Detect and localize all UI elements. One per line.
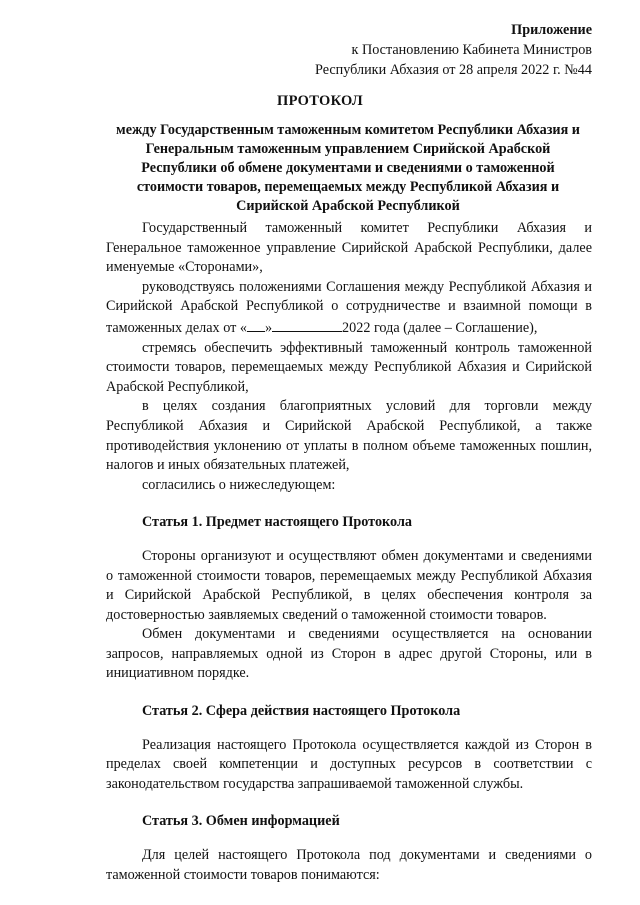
- date-month-blank: [272, 317, 342, 332]
- article-1-heading: Статья 1. Предмет настоящего Протокола: [142, 514, 413, 531]
- preamble-p2-start: руководствуясь положениями Соглашения между Республикой Абхазия и Сирийской Арабской Республикой о сотрудничестве и взаимной помощи в таможенных делах от «: [106, 278, 592, 336]
- article-1-paragraph-2: Обмен документами и сведениями осуществляется на основании запросов, направляемых одной из Сторон в адрес другой Стороны, или в инициативном порядке.: [106, 626, 592, 682]
- article-2-paragraph-1: Реализация настоящего Протокола осуществляется каждой из Сторон в пределах своей компетенции и доступных ресурсов в соответствии с законодательством государства запрашиваемой таможенной службы.: [106, 736, 592, 792]
- article-2-heading: Статья 2. Сфера действия настоящего Протокола: [142, 703, 461, 720]
- appendix-line-2: Республики Абхазия от 28 апреля 2022 г. №44: [315, 62, 592, 78]
- preamble-p2-end: 2022 года (далее – Соглашение),: [342, 319, 538, 336]
- appendix-line-1: к Постановлению Кабинета Министров: [351, 42, 592, 58]
- preamble-paragraph-5: согласились о нижеследующем:: [142, 476, 336, 493]
- appendix-label: Приложение: [511, 22, 592, 38]
- preamble-paragraph-1: Государственный таможенный комитет Республики Абхазия и Генеральное таможенное управление Сирийской Арабской Республики, далее именуемые «Сторонами»,: [106, 220, 592, 276]
- article-3-paragraph-1: Для целей настоящего Протокола под документами и сведениями о таможенной стоимости товаров понимаются:: [106, 847, 592, 883]
- date-day-blank: [247, 317, 265, 332]
- preamble-p2-mid: »: [264, 319, 273, 336]
- preamble-paragraph-2: [106, 278, 592, 339]
- preamble-paragraph-4: в целях создания благоприятных условий для торговли между Республикой Абхазия и Сирийской Арабской Республикой, а также противодействия уклонению от уплаты в полном объеме таможенных пошлин, налогов и иных обязательных платежей,: [106, 398, 592, 474]
- article-1-paragraph-1: Стороны организуют и осуществляют обмен документами и сведениями о таможенной стоимости товаров, перемещаемых между Республикой Абхазия и Сирийской Арабской Республикой, в целях обеспечения контроля за достоверностью заявляемых сведений о таможенной стоимости товаров.: [106, 547, 592, 623]
- document-subtitle: между Государственным таможенным комитетом Республики Абхазия и Генеральным таможенным управлением Сирийской Арабской Республики об обмене документами и сведениями о таможенной стоимости товаров, перемещаемых между Республикой Абхазия и Сирийской Арабской Республикой: [116, 122, 580, 214]
- document-body: [106, 219, 592, 885]
- appendix-header: [192, 20, 592, 80]
- document-title: ПРОТОКОЛ: [276, 93, 363, 109]
- article-3-heading: Статья 3. Обмен информацией: [142, 813, 340, 830]
- preamble-paragraph-3: стремясь обеспечить эффективный таможенный контроль таможенной стоимости товаров, перемещаемых между Республикой Абхазия и Сирийской Арабской Республикой,: [106, 339, 592, 395]
